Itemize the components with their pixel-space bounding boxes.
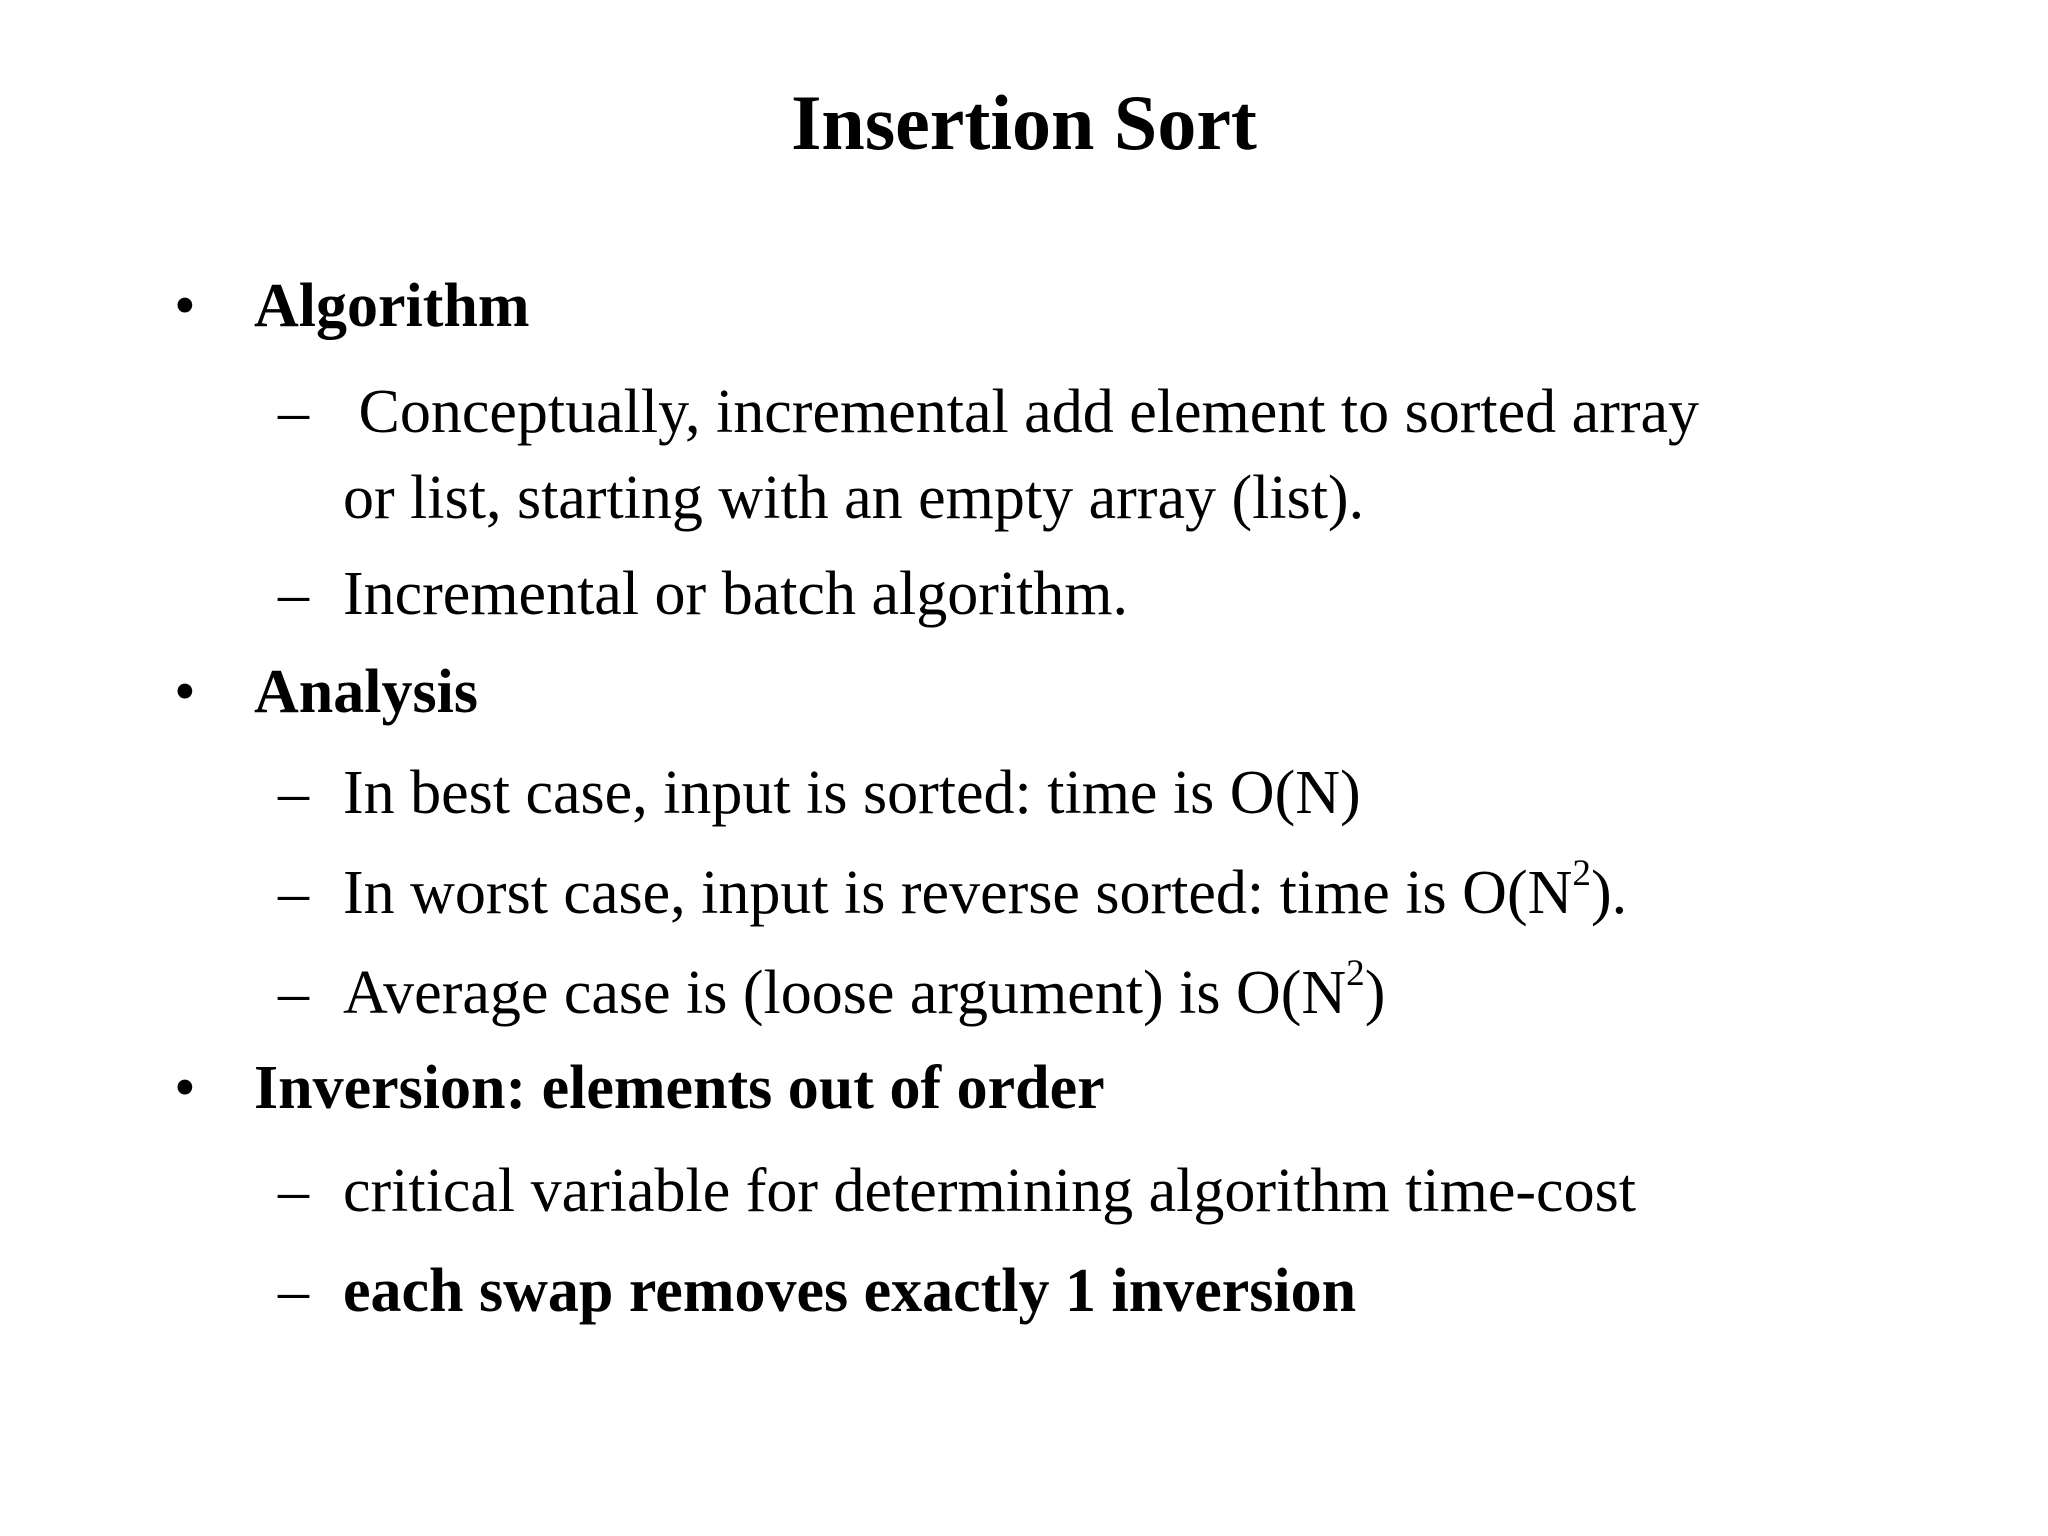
- sub-item-text: each swap removes exactly 1 inversion: [343, 1257, 1357, 1325]
- dash: –: [278, 1257, 309, 1325]
- text-segment: Average case is (loose argument) is O(N: [343, 959, 1347, 1027]
- superscript: 2: [1346, 953, 1365, 995]
- sub-item-text: [343, 953, 1386, 1029]
- text-segment: In worst case, input is reverse sorted: time is O(N: [343, 859, 1573, 927]
- bullet-dot: •: [174, 1054, 196, 1122]
- bullet-dot: •: [174, 272, 196, 340]
- bullet-heading: Algorithm: [254, 272, 530, 340]
- dash: –: [278, 378, 309, 446]
- dash: –: [278, 959, 309, 1027]
- sub-item-text: [343, 853, 1628, 929]
- bullet-heading: Analysis: [254, 658, 478, 726]
- sub-item-text: critical variable for determining algorithm time-cost: [343, 1157, 1636, 1225]
- bullet-heading: Inversion: elements out of order: [254, 1054, 1105, 1122]
- text-segment: ).: [1590, 859, 1628, 927]
- sub-item-text: In best case, input is sorted: time is O(N): [343, 759, 1361, 827]
- sub-item-text: Incremental or batch algorithm.: [343, 560, 1129, 628]
- dash: –: [278, 560, 309, 628]
- sub-item-continuation: or list, starting with an empty array (list).: [343, 464, 1365, 532]
- bullet-dot: •: [174, 658, 196, 726]
- dash: –: [278, 859, 309, 927]
- dash: –: [278, 1157, 309, 1225]
- sub-item-text: Conceptually, incremental add element to sorted array: [343, 378, 1700, 446]
- dash: –: [278, 759, 309, 827]
- slide-title: Insertion Sort: [791, 79, 1257, 166]
- text-segment: ): [1364, 959, 1386, 1027]
- superscript: 2: [1572, 853, 1591, 895]
